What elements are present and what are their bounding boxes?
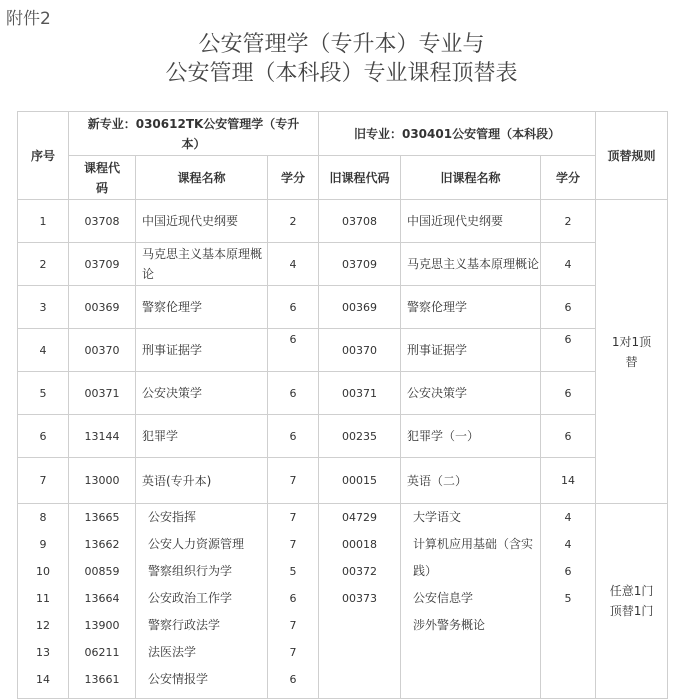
new-course-name: 犯罪学 <box>136 415 268 458</box>
row-seq: 7 <box>18 458 69 504</box>
new-course-credit: 7 <box>289 538 297 551</box>
old-course-name: 刑事证据学 <box>401 329 541 372</box>
old-course-credit: 4 <box>564 511 572 524</box>
row-seq: 13 <box>36 646 50 659</box>
old-course-code: 00018 <box>342 538 378 551</box>
new-course-credit: 6 <box>289 592 297 605</box>
header-new-major: 新专业：030612TK公安管理学（专升本） <box>69 112 319 156</box>
new-course-name: 公安指挥 <box>148 510 197 524</box>
old-course-credit: 4 <box>541 243 596 286</box>
table-row <box>18 286 668 329</box>
new-course-code: 13144 <box>69 415 136 458</box>
new-course-name: 警察行政法学 <box>148 618 221 632</box>
row-seq: 3 <box>18 286 69 329</box>
attachment-label: 附件2 <box>6 9 51 29</box>
new-course-code: 00859 <box>84 565 120 578</box>
new-course-credit: 7 <box>289 619 297 632</box>
old-course-name: 犯罪学（一） <box>401 415 541 458</box>
old-course-name: 大学语文 <box>413 510 462 524</box>
row-seq: 12 <box>36 619 50 632</box>
old-course-code: 00369 <box>319 286 401 329</box>
old-course-code: 00235 <box>319 415 401 458</box>
old-course-code: 00370 <box>319 329 401 372</box>
old-course-code: 00015 <box>319 458 401 504</box>
row-seq: 2 <box>18 243 69 286</box>
row-seq: 11 <box>36 592 50 605</box>
new-course-code: 03709 <box>69 243 136 286</box>
new-course-code: 00369 <box>69 286 136 329</box>
new-course-credit: 4 <box>268 243 319 286</box>
header-old-name: 旧课程名称 <box>401 156 541 200</box>
new-course-credit: 6 <box>268 329 319 372</box>
new-course-code: 13900 <box>84 619 120 632</box>
header-rule: 顶替规则 <box>596 112 668 200</box>
rule-any-one: 任意1门顶替1门 <box>596 504 668 699</box>
new-course-credit: 6 <box>268 415 319 458</box>
old-course-code: 04729 <box>342 511 378 524</box>
new-course-name: 法医法学 <box>148 645 197 659</box>
header-old-credit: 学分 <box>541 156 596 200</box>
header-old-code: 旧课程代码 <box>319 156 401 200</box>
new-course-code: 00371 <box>69 372 136 415</box>
new-course-name: 公安情报学 <box>148 672 209 686</box>
row-seq: 1 <box>18 200 69 243</box>
row-seq: 14 <box>36 673 50 686</box>
old-course-code: 00371 <box>319 372 401 415</box>
old-course-code: 03708 <box>319 200 401 243</box>
new-course-name: 中国近现代史纲要 <box>136 200 268 243</box>
course-replacement-table <box>17 111 668 699</box>
rule-one-to-one: 1对1顶替 <box>596 200 668 504</box>
old-course-code: 03709 <box>319 243 401 286</box>
old-course-name: 马克思主义基本原理概论 <box>401 243 541 286</box>
new-course-code: 13661 <box>84 673 120 686</box>
table-row-group-bottom <box>18 504 668 699</box>
new-course-name: 公安决策学 <box>136 372 268 415</box>
row-seq: 10 <box>36 565 50 578</box>
new-course-code: 06211 <box>84 646 120 659</box>
row-seq: 8 <box>39 511 47 524</box>
header-new-credit: 学分 <box>268 156 319 200</box>
new-course-name: 公安政治工作学 <box>148 591 233 605</box>
old-course-code: 00373 <box>342 592 378 605</box>
old-course-credit: 14 <box>541 458 596 504</box>
new-course-credit: 6 <box>289 673 297 686</box>
header-new-name: 课程名称 <box>136 156 268 200</box>
header-old-major: 旧专业：030401公安管理（本科段） <box>319 112 596 156</box>
old-course-credit: 2 <box>541 200 596 243</box>
row-seq: 4 <box>18 329 69 372</box>
new-course-name: 英语(专升本) <box>136 458 268 504</box>
new-course-name: 警察组织行为学 <box>148 564 233 578</box>
row-seq: 6 <box>18 415 69 458</box>
old-course-name: 公安决策学 <box>401 372 541 415</box>
table-row <box>18 372 668 415</box>
old-course-credit: 4 <box>564 538 572 551</box>
old-course-name: 涉外警务概论 <box>413 618 486 632</box>
header-seq: 序号 <box>18 112 69 200</box>
new-course-credit: 2 <box>268 200 319 243</box>
old-course-credit: 5 <box>564 592 572 605</box>
new-course-name: 刑事证据学 <box>136 329 268 372</box>
new-course-name: 公安人力资源管理 <box>148 537 245 551</box>
old-course-credit: 6 <box>541 286 596 329</box>
new-course-code: 03708 <box>69 200 136 243</box>
table-row <box>18 415 668 458</box>
new-course-name: 马克思主义基本原理概论 <box>136 243 268 286</box>
row-seq: 9 <box>39 538 47 551</box>
old-course-credit: 6 <box>541 415 596 458</box>
new-course-code: 13662 <box>84 538 120 551</box>
new-course-credit: 7 <box>289 511 297 524</box>
new-course-credit: 5 <box>289 565 297 578</box>
table-row <box>18 458 668 504</box>
page-title-line-2: 公安管理（本科段）专业课程顶替表 <box>165 61 518 86</box>
old-course-credit: 6 <box>564 565 572 578</box>
old-course-name: 警察伦理学 <box>401 286 541 329</box>
new-course-code: 13664 <box>84 592 120 605</box>
table-row <box>18 243 668 286</box>
row-seq: 5 <box>18 372 69 415</box>
new-course-credit: 7 <box>289 646 297 659</box>
new-course-code: 13000 <box>69 458 136 504</box>
old-course-credit: 6 <box>541 329 596 372</box>
old-course-name: 计算机应用基础（含实践） <box>413 537 534 578</box>
table-row <box>18 200 668 243</box>
header-new-code: 课程代码 <box>69 156 136 200</box>
old-course-code: 00372 <box>342 565 378 578</box>
old-course-name: 中国近现代史纲要 <box>401 200 541 243</box>
new-course-credit: 6 <box>268 286 319 329</box>
old-course-credit: 6 <box>541 372 596 415</box>
old-course-name: 公安信息学 <box>413 591 474 605</box>
new-course-credit: 6 <box>268 372 319 415</box>
new-course-name: 警察伦理学 <box>136 286 268 329</box>
new-course-code: 00370 <box>69 329 136 372</box>
new-course-credit: 7 <box>268 458 319 504</box>
page-title-line-1: 公安管理学（专升本）专业与 <box>198 32 485 57</box>
old-course-name: 英语（二） <box>401 458 541 504</box>
new-course-code: 13665 <box>84 511 120 524</box>
table-row <box>18 329 668 372</box>
